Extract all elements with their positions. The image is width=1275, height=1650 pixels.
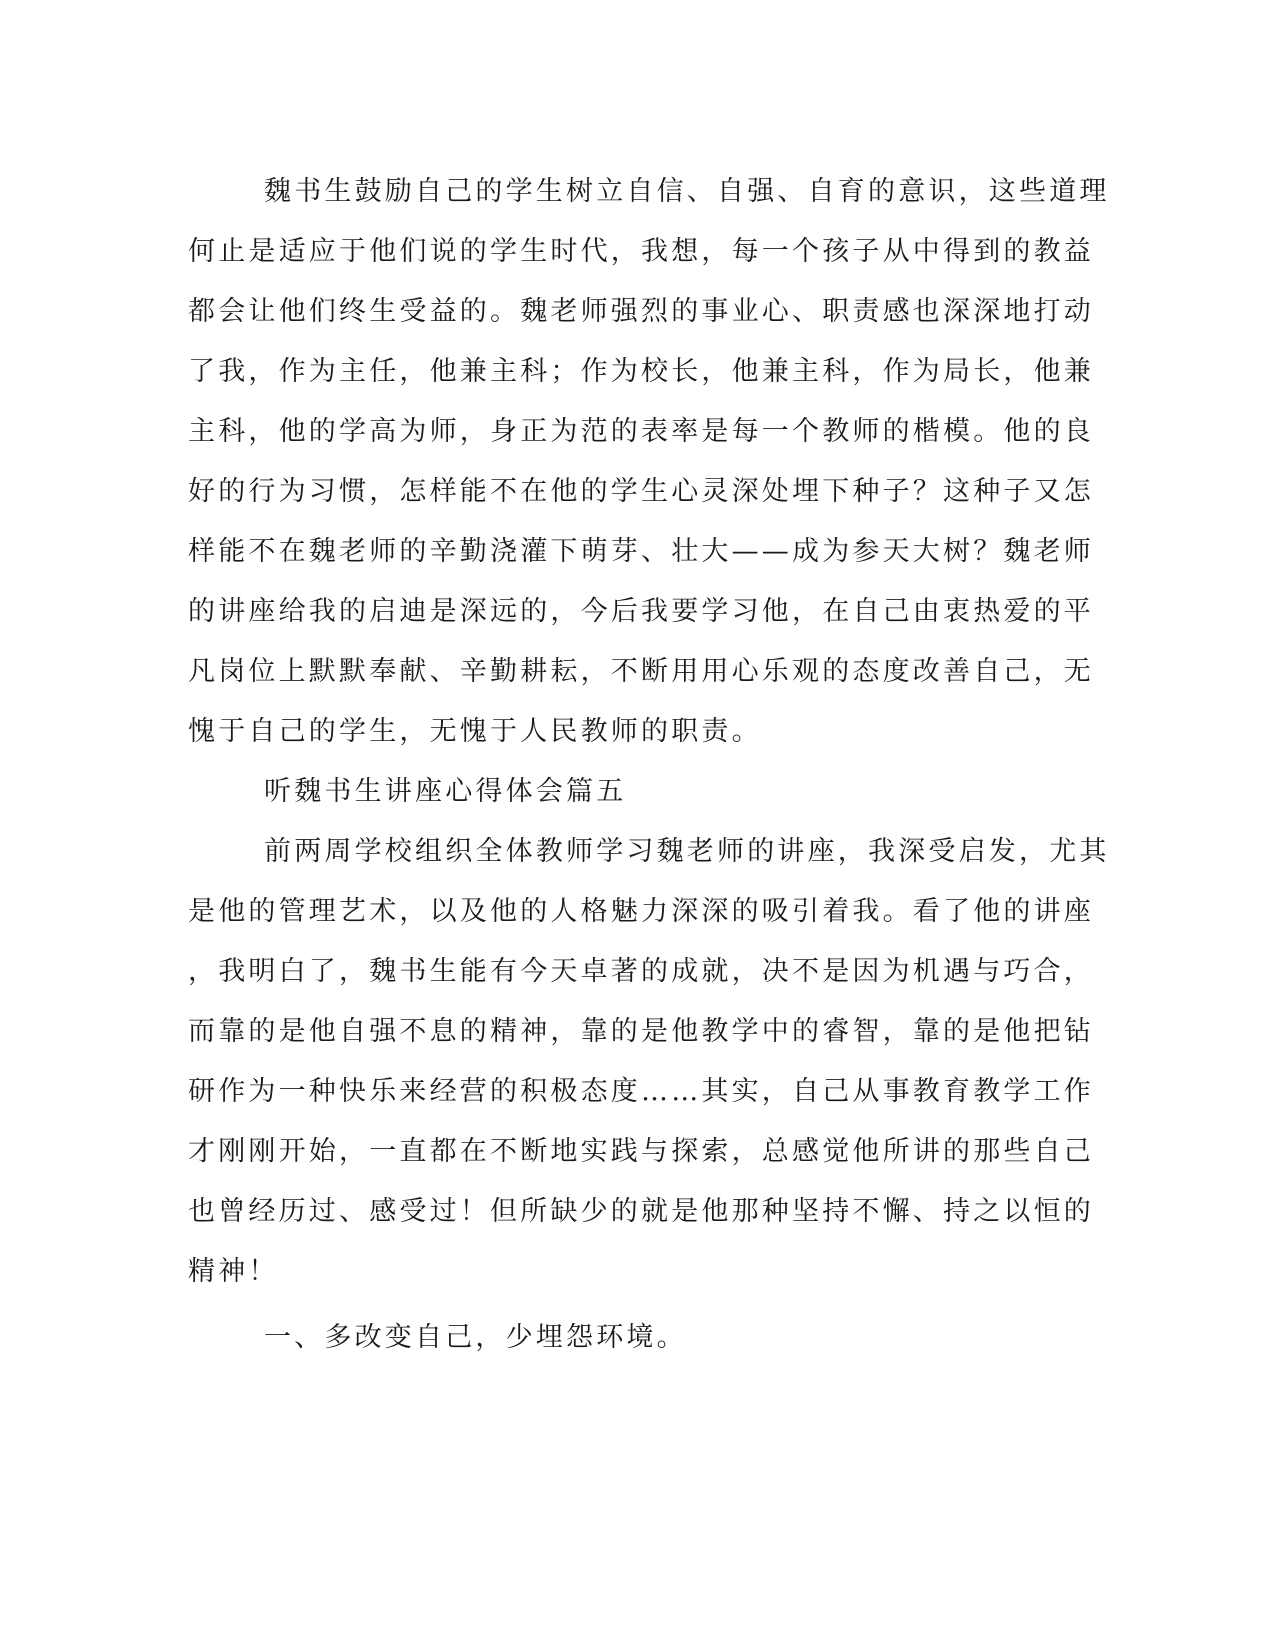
text-line: 是他的管理艺术，以及他的人格魅力深深的吸引着我。看了他的讲座	[188, 896, 1094, 927]
text-line: 何止是适应于他们说的学生时代，我想，每一个孩子从中得到的教益	[188, 236, 1094, 267]
text-line: 愧于自己的学生，无愧于人民教师的职责。	[188, 716, 762, 747]
text-line: 魏书生鼓励自己的学生树立自信、自强、自育的意识，这些道理	[264, 176, 1110, 207]
text-line: 精神！	[188, 1256, 279, 1287]
text-line: 好的行为习惯，怎样能不在他的学生心灵深处埋下种子？这种子又怎	[188, 476, 1094, 507]
text-line: 研作为一种快乐来经营的积极态度……其实，自己从事教育教学工作	[188, 1076, 1094, 1107]
text-line: ，我明白了，魏书生能有今天卓著的成就，决不是因为机遇与巧合，	[188, 956, 1094, 987]
subheading: 一、多改变自己，少埋怨环境。	[264, 1322, 687, 1353]
text-line: 都会让他们终生受益的。魏老师强烈的事业心、职责感也深深地打动	[188, 296, 1094, 327]
text-line: 凡岗位上默默奉献、辛勤耕耘，不断用用心乐观的态度改善自己，无	[188, 656, 1094, 687]
text-line: 主科，他的学高为师，身正为范的表率是每一个教师的楷模。他的良	[188, 416, 1094, 447]
document-body	[188, 162, 1110, 1368]
text-line: 也曾经历过、感受过！但所缺少的就是他那种坚持不懈、持之以恒的	[188, 1196, 1094, 1227]
text-line: 的讲座给我的启迪是深远的，今后我要学习他，在自己由衷热爱的平	[188, 596, 1094, 627]
text-line: 而靠的是他自强不息的精神，靠的是他教学中的睿智，靠的是他把钻	[188, 1016, 1094, 1047]
text-line: 才刚刚开始，一直都在不断地实践与探索，总感觉他所讲的那些自己	[188, 1136, 1094, 1167]
text-line: 样能不在魏老师的辛勤浇灌下萌芽、壮大——成为参天大树？魏老师	[188, 536, 1094, 567]
paragraph-1	[188, 162, 1110, 762]
section-title: 听魏书生讲座心得体会篇五	[264, 776, 627, 807]
text-line: 了我，作为主任，他兼主科；作为校长，他兼主科，作为局长，他兼	[188, 356, 1094, 387]
text-line: 前两周学校组织全体教师学习魏老师的讲座，我深受启发，尤其	[264, 836, 1110, 867]
paragraph-2	[188, 822, 1110, 1302]
